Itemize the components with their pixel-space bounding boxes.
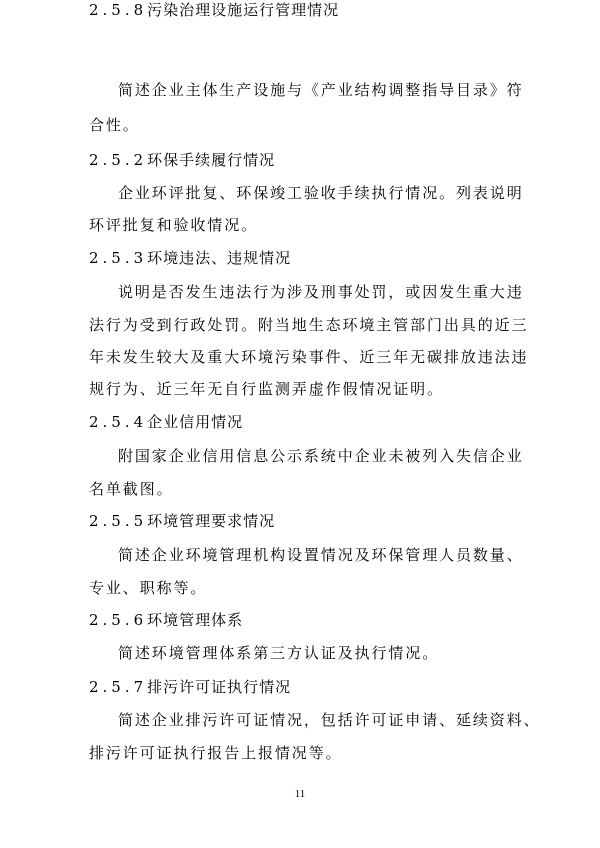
section-title: 企业信用情况 [147,413,244,431]
section-heading [89,150,275,170]
paragraph-line: 附国家企业信用信息公示系统中企业未被列入失信企业 [118,447,524,465]
page-number: 11 [294,788,306,800]
section-heading [89,677,291,697]
section-heading [89,610,243,630]
paragraph-line: 合性。 [89,116,140,134]
section-number: 2.5.8 [89,1,148,19]
paragraph-line: 法行为受到行政处罚。附当地生态环境主管部门出具的近三 [89,316,529,334]
paragraph-line: 说明是否发生违法行为涉及刑事处罚，或因发生重大违 [118,283,524,301]
paragraph-line: 企业环评批复、环保竣工验收手续执行情况。列表说明 [118,184,524,202]
paragraph-line: 简述环境管理体系第三方认证及执行情况。 [118,644,440,662]
section-title: 环境管理体系 [147,611,244,629]
paragraph-line: 规行为、近三年无自行监测弄虚作假情况证明。 [89,380,444,398]
section-title: 污染治理设施运行管理情况 [147,1,340,19]
section-number: 2.5.2 [89,151,148,169]
section-number: 2.5.6 [89,611,148,629]
paragraph-line: 简述企业主体生产设施与《产业结构调整指导目录》符 [118,81,524,99]
section-title: 环保手续履行情况 [147,151,276,169]
paragraph-line: 排污许可证执行报告上报情况等。 [89,744,343,762]
section-heading [89,248,291,268]
section-title: 环境违法、违规情况 [147,249,292,267]
section-number: 2.5.5 [89,512,148,530]
section-title: 排污许可证执行情况 [147,678,292,696]
paragraph-line: 专业、职称等。 [89,579,208,597]
section-number: 2.5.7 [89,678,148,696]
section-title: 环境管理要求情况 [147,512,276,530]
section-number: 2.5.3 [89,249,148,267]
section-heading [89,412,243,432]
paragraph-line: 简述企业环境管理机构设置情况及环保管理人员数量、 [118,546,524,564]
section-heading [89,511,275,531]
section-heading [89,0,339,20]
paragraph-line: 简述企业排污许可证情况，包括许可证申请、延续资料、 [118,711,541,729]
paragraph-line: 名单截图。 [89,480,174,498]
paragraph-line: 年未发生较大及重大环境污染事件、近三年无碳排放违法违 [89,348,529,366]
paragraph-line: 环评批复和验收情况。 [89,216,259,234]
section-number: 2.5.4 [89,413,148,431]
